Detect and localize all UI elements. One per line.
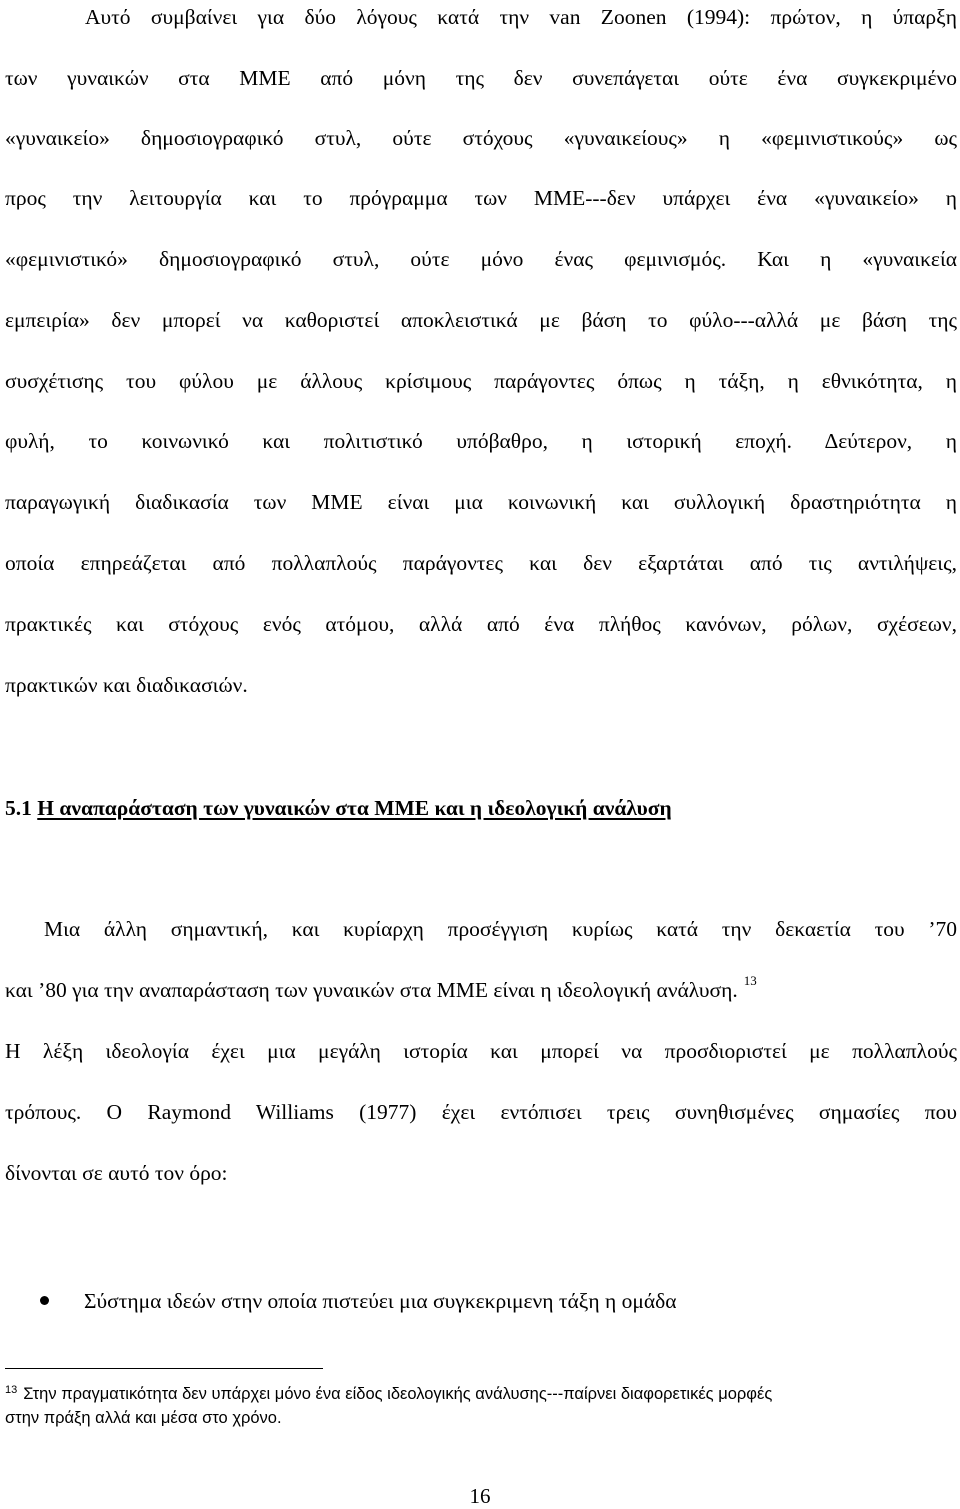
paragraph-2-line: Μια άλλη σημαντική, και κυρίαρχη προσέγγιση κυρίως κατά την δεκαετία του ’70 <box>44 917 957 941</box>
footnote-separator <box>5 1368 323 1369</box>
footnote-line: στην πράξη αλλά και μέσα στο χρόνο. <box>5 1409 282 1427</box>
footnote-number: 13 <box>5 1384 18 1396</box>
paragraph-2-line-text: και ’80 για την αναπαράσταση των γυναικών στα ΜΜΕ είναι η ιδεολογική ανάλυση. <box>5 978 738 1002</box>
paragraph-1-line: προς την λειτουργία και το πρόγραμμα των ΜΜΕ---δεν υπάρχει ένα «γυναικείο» η <box>5 186 957 210</box>
paragraph-1-line: οποία επηρεάζεται από πολλαπλούς παράγοντες και δεν εξαρτάται από τις αντιλήψεις, <box>5 551 957 575</box>
paragraph-1-line: εμπειρία» δεν μπορεί να καθοριστεί αποκλειστικά με βάση το φύλο---αλλά με βάση της <box>5 308 957 332</box>
paragraph-1-line: των γυναικών στα ΜΜΕ από μόνη της δεν συνεπάγεται ούτε ένα συγκεκριμένο <box>5 66 957 90</box>
paragraph-1-line: «γυναικείο» δημοσιογραφικό στυλ, ούτε στόχους «γυναικείους» η «φεμινιστικούς» ως <box>5 126 957 150</box>
page-number: 16 <box>469 1484 491 1508</box>
paragraph-1-line: πρακτικών και διαδικασιών. <box>5 673 248 697</box>
paragraph-2-line: δίνονται σε αυτό τον όρο: <box>5 1161 228 1185</box>
paragraph-2-line <box>5 973 957 1004</box>
footnote-text: Στην πραγματικότητα δεν υπάρχει μόνο ένα είδος ιδεολογικής ανάλυσης---παίρνει διαφορετικές μορφές <box>23 1385 773 1403</box>
paragraph-1-line: παραγωγική διαδικασία των ΜΜΕ είναι μια κοινωνική και συλλογική δραστηριότητα η <box>5 490 957 514</box>
paragraph-1-line: φυλή, το κοινωνικό και πολιτιστικό υπόβαθρο, η ιστορική εποχή. Δεύτερον, η <box>5 429 957 453</box>
paragraph-1-line: «φεμινιστικό» δημοσιογραφικό στυλ, ούτε μόνο ένας φεμινισμός. Και η «γυναικεία <box>5 247 957 271</box>
paragraph-2-line: Η λέξη ιδεολογία έχει μια μεγάλη ιστορία και μπορεί να προσδιοριστεί με πολλαπλούς <box>5 1039 957 1063</box>
paragraph-1-line: Αυτό συμβαίνει για δύο λόγους κατά την van Zoonen (1994): πρώτον, η ύπαρξη <box>85 5 957 29</box>
list-item-text: Σύστημα ιδεών στην οποία πιστεύει μια συγκεκριμενη τάξη η ομάδα <box>84 1289 677 1313</box>
footnote-reference[interactable]: 13 <box>743 973 757 988</box>
section-number: 5.1 <box>5 796 32 820</box>
section-heading <box>5 794 672 822</box>
footnote-line <box>5 1384 957 1404</box>
section-title: Η αναπαράσταση των γυναικών στα ΜΜΕ και η ιδεολογική ανάλυση <box>37 796 672 820</box>
paragraph-1-line: πρακτικές και στόχους ενός ατόμου, αλλά από ένα πλήθος κανόνων, ρόλων, σχέσεων, <box>5 612 957 636</box>
paragraph-1-line: συσχέτισης του φύλου με άλλους κρίσιμους παράγοντες όπως η τάξη, η εθνικότητα, η <box>5 369 957 393</box>
bullet-icon <box>40 1296 49 1305</box>
paragraph-2-line: τρόπους. Ο Raymond Williams (1977) έχει εντόπισει τρεις συνηθισμένες σημασίες που <box>5 1100 957 1124</box>
